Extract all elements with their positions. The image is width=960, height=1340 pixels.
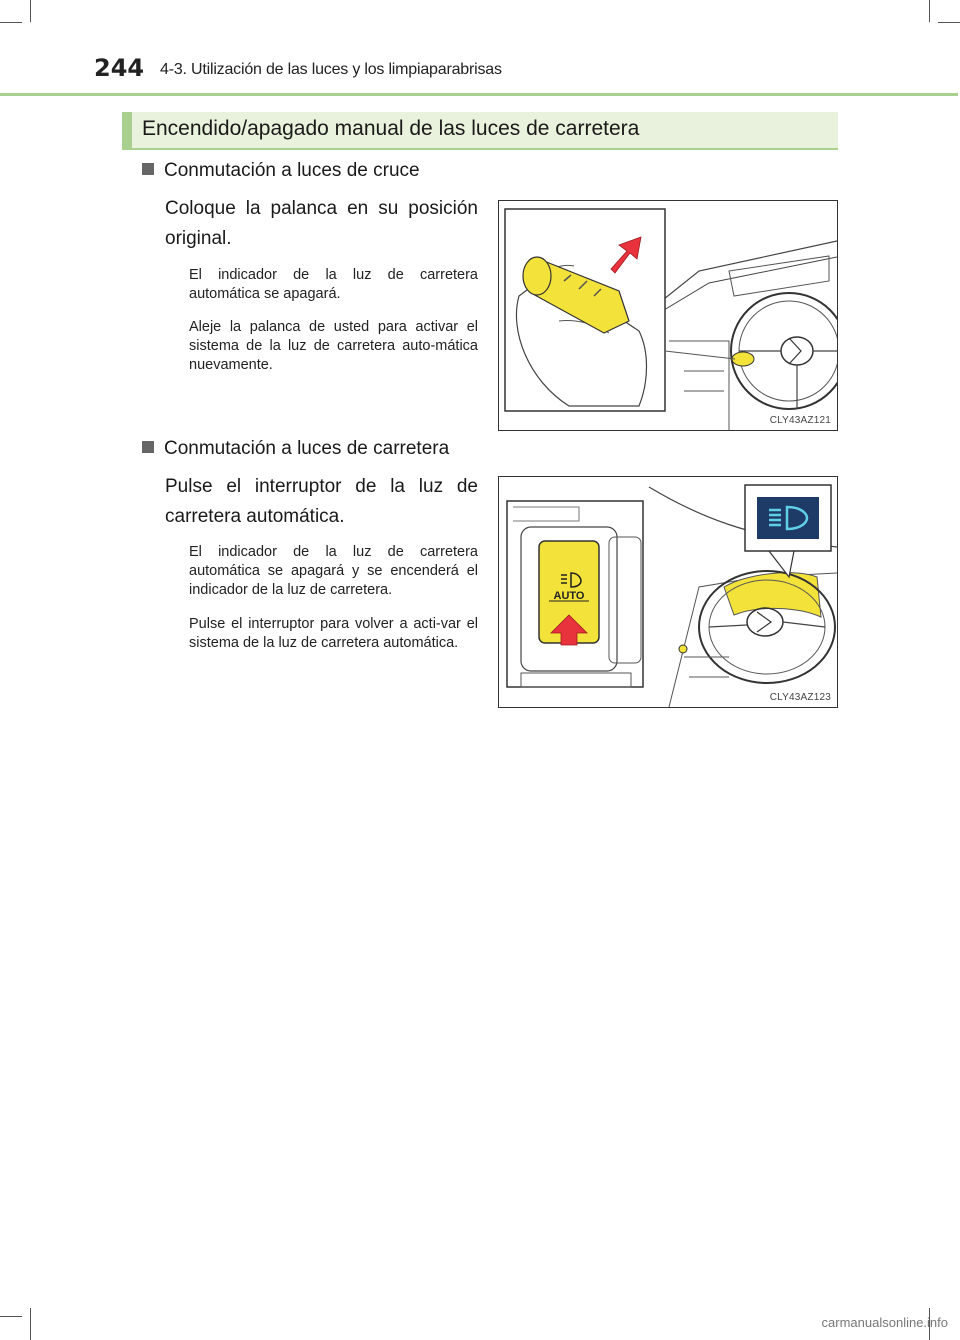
square-bullet-icon <box>142 441 154 453</box>
switch-label: AUTO <box>553 590 585 602</box>
crop-mark <box>0 1316 22 1317</box>
switch-illustration <box>499 477 837 707</box>
note-text: Aleje la palanca de usted para activar el sistema de la luz de carretera auto-mática nuevamente. <box>189 319 478 373</box>
lever-illustration <box>499 201 837 430</box>
footer-watermark: carmanualsonline.info <box>821 1315 948 1330</box>
crop-mark <box>0 22 22 23</box>
chapter-title: 4-3. Utilización de las luces y los limpiaparabrisas <box>160 61 502 78</box>
figure-switch <box>498 476 838 708</box>
note-text: El indicador de la luz de carretera automática se apagará y se encenderá el indicador de la luz de carretera. <box>189 544 478 598</box>
note-text: El indicador de la luz de carretera automática se apagará. <box>189 267 478 302</box>
section-title: Encendido/apagado manual de las luces de carretera <box>142 117 640 140</box>
figure-lever <box>498 200 838 431</box>
instruction-text: Coloque la palanca en su posición original. <box>165 198 478 249</box>
figure-code: CLY43AZ121 <box>769 415 831 426</box>
section-title-bar <box>122 112 838 150</box>
note-text: Pulse el interruptor para volver a acti-var el sistema de la luz de carretera automática. <box>189 616 478 651</box>
crop-mark <box>30 1308 31 1340</box>
header-rule <box>0 93 958 96</box>
instruction-text: Pulse el interruptor de la luz de carretera automática. <box>165 476 478 527</box>
section-accent <box>122 112 132 148</box>
subheading-high-beam: Conmutación a luces de carretera <box>142 438 449 460</box>
crop-mark <box>30 0 31 22</box>
figure-code: CLY43AZ123 <box>769 692 831 703</box>
crop-mark <box>929 0 930 22</box>
page-number: 244 <box>94 54 145 82</box>
square-bullet-icon <box>142 163 154 175</box>
crop-mark <box>938 22 960 23</box>
subheading-low-beam: Conmutación a luces de cruce <box>142 160 420 182</box>
